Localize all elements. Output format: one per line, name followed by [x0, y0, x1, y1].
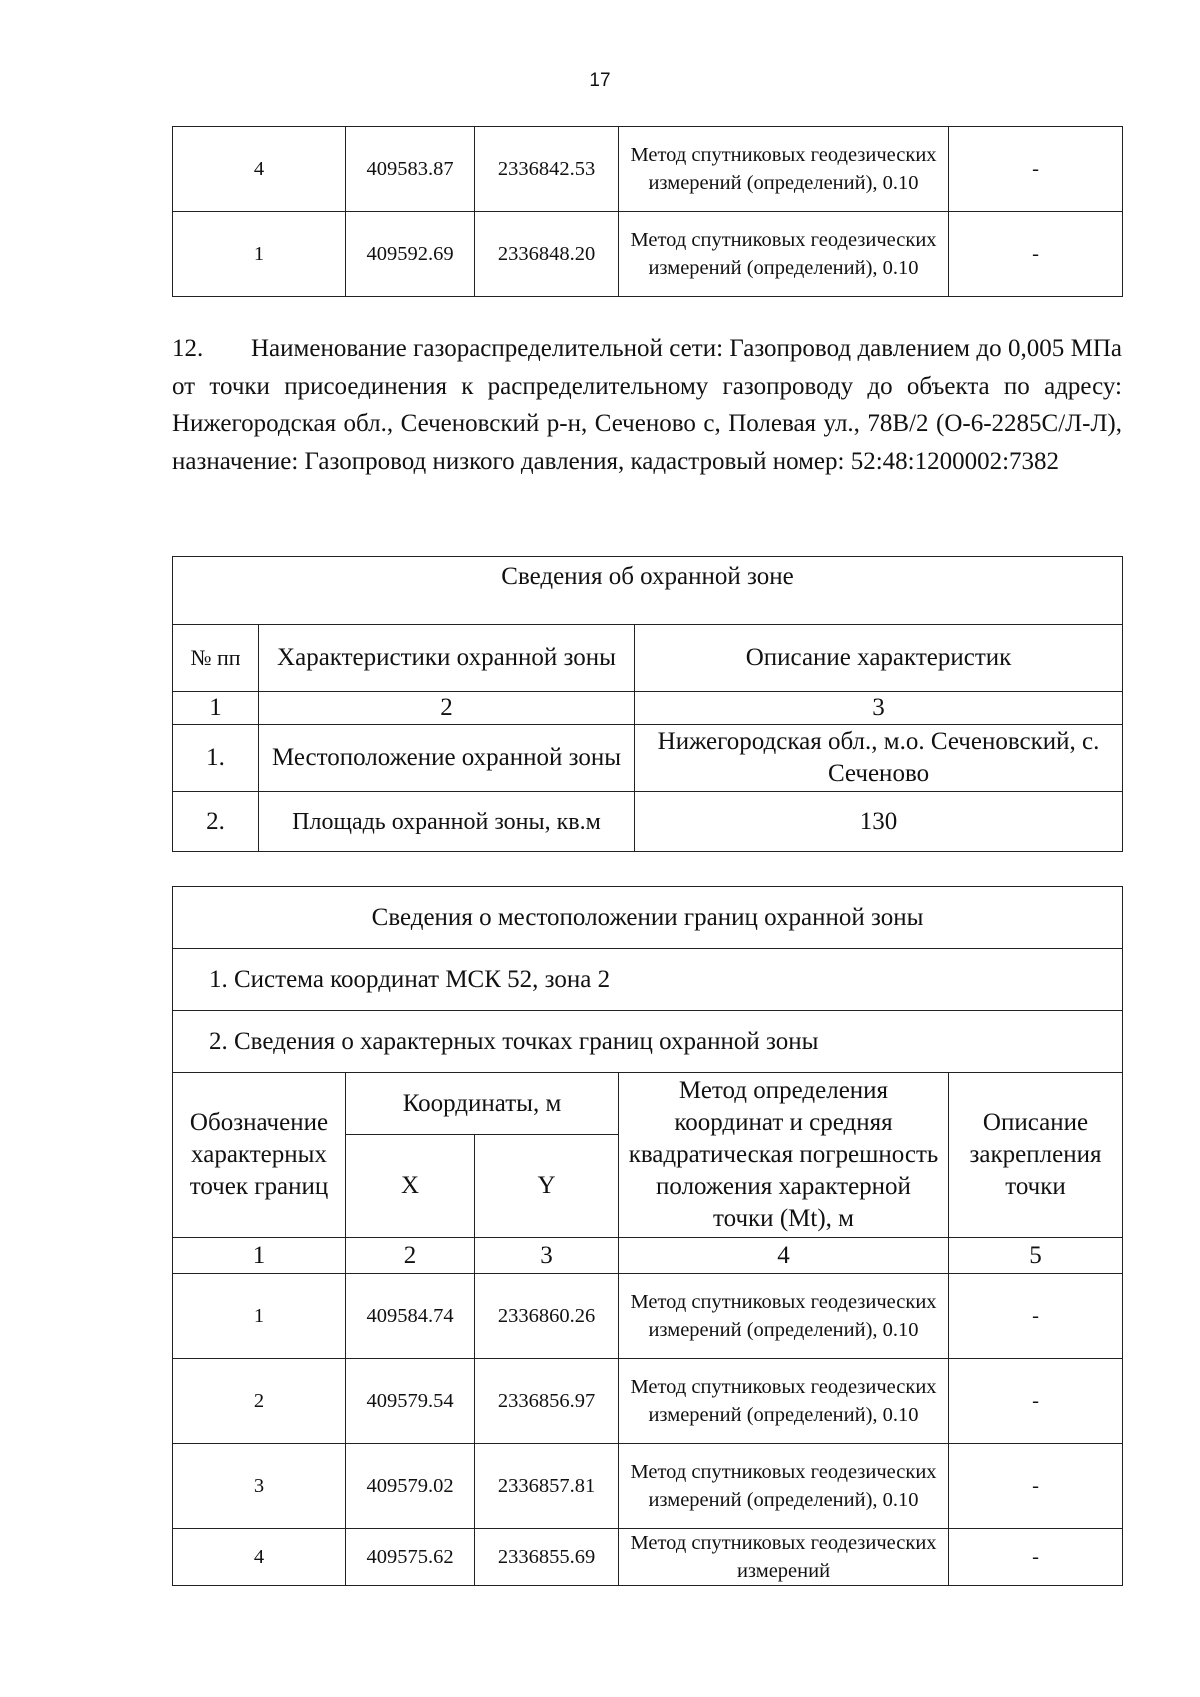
method-header: Метод определения координат и средняя квадратическая погрешность положения характерной точки (Mt), м	[619, 1073, 949, 1238]
coord-y: 2336860.26	[475, 1274, 619, 1359]
column-header: № пп	[173, 625, 259, 692]
page-number: 17	[589, 70, 611, 91]
method-cell: Метод спутниковых геодезических измерений (определений), 0.10	[619, 1359, 949, 1444]
coord-x: 409584.74	[346, 1274, 475, 1359]
point-number: 4	[173, 1529, 346, 1586]
table-row	[173, 792, 1123, 852]
fixing-header: Описание закрепления точки	[949, 1073, 1123, 1238]
fixing-cell: -	[949, 1274, 1123, 1359]
table-row	[173, 1444, 1123, 1529]
coordinates-header: Координаты, м	[346, 1073, 619, 1135]
description: 130	[635, 792, 1123, 852]
coordinates-table-continued	[172, 126, 1123, 297]
table-row	[173, 1274, 1123, 1359]
table-row	[173, 1359, 1123, 1444]
column-header: Описание характеристик	[635, 625, 1123, 692]
table-row	[173, 1529, 1123, 1586]
table-row	[173, 725, 1123, 792]
characteristic: Площадь охранной зоны, кв.м	[259, 792, 635, 852]
fixing-cell: -	[949, 1529, 1123, 1586]
point-number: 4	[173, 127, 346, 212]
description: Нижегородская обл., м.о. Сеченовский, с. Сеченово	[635, 725, 1123, 792]
index-cell: 1	[173, 692, 259, 725]
paragraph-text: Наименование газораспределительной сети: Газопровод давлением до 0,005 МПа от точки присоединения к распределительному газопроводу до объекта по адресу: Нижегородская обл., Сеченовский р-н, Сеченово с, Полевая ул., 78В/2 (О-6-2285С/Л-Л), назначение: Газопровод низкого давления, кадастровый номер: 52:48:1200002:7382	[172, 335, 1122, 475]
paragraph-number: 12.	[172, 335, 204, 362]
y-header: Y	[475, 1135, 619, 1238]
index-cell: 5	[949, 1238, 1123, 1274]
method-cell: Метод спутниковых геодезических измерений (определений), 0.10	[619, 1444, 949, 1529]
section-paragraph	[172, 330, 1122, 480]
point-number: 1	[173, 1274, 346, 1359]
coord-x: 409583.87	[346, 127, 475, 212]
index-cell: 4	[619, 1238, 949, 1274]
coord-y: 2336848.20	[475, 212, 619, 297]
x-header: X	[346, 1135, 475, 1238]
designation-header: Обозначение характерных точек границ	[173, 1073, 346, 1238]
fixing-cell: -	[949, 1444, 1123, 1529]
point-number: 3	[173, 1444, 346, 1529]
point-number: 2	[173, 1359, 346, 1444]
coord-x: 409579.54	[346, 1359, 475, 1444]
point-number: 1	[173, 212, 346, 297]
index-cell: 3	[475, 1238, 619, 1274]
coord-y: 2336842.53	[475, 127, 619, 212]
fixing-cell: -	[949, 1359, 1123, 1444]
index-cell: 2	[346, 1238, 475, 1274]
index-cell: 1	[173, 1238, 346, 1274]
method-cell: Метод спутниковых геодезических измерений (определений), 0.10	[619, 1274, 949, 1359]
protection-zone-table	[172, 556, 1123, 852]
row-number: 2.	[173, 792, 259, 852]
column-header: Характеристики охранной зоны	[259, 625, 635, 692]
coord-y: 2336855.69	[475, 1529, 619, 1586]
coord-y: 2336857.81	[475, 1444, 619, 1529]
fixing-cell: -	[949, 212, 1123, 297]
method-cell: Метод спутниковых геодезических измерений (определений), 0.10	[619, 127, 949, 212]
row-number: 1.	[173, 725, 259, 792]
table-title: Сведения об охранной зоне	[173, 557, 1123, 625]
method-cell: Метод спутниковых геодезических измерений (определений), 0.10	[619, 212, 949, 297]
table-row	[173, 212, 1123, 297]
boundary-points-table	[172, 886, 1123, 1586]
index-cell: 2	[259, 692, 635, 725]
coord-y: 2336856.97	[475, 1359, 619, 1444]
coordinate-system: 1. Система координат МСК 52, зона 2	[173, 949, 1123, 1011]
table-row	[173, 127, 1123, 212]
coord-x: 409579.02	[346, 1444, 475, 1529]
characteristic: Местоположение охранной зоны	[259, 725, 635, 792]
coord-x: 409592.69	[346, 212, 475, 297]
points-section-title: 2. Сведения о характерных точках границ охранной зоны	[173, 1011, 1123, 1073]
fixing-cell: -	[949, 127, 1123, 212]
coord-x: 409575.62	[346, 1529, 475, 1586]
table-title: Сведения о местоположении границ охранной зоны	[173, 887, 1123, 949]
method-cell: Метод спутниковых геодезических измерений	[619, 1529, 949, 1586]
index-cell: 3	[635, 692, 1123, 725]
